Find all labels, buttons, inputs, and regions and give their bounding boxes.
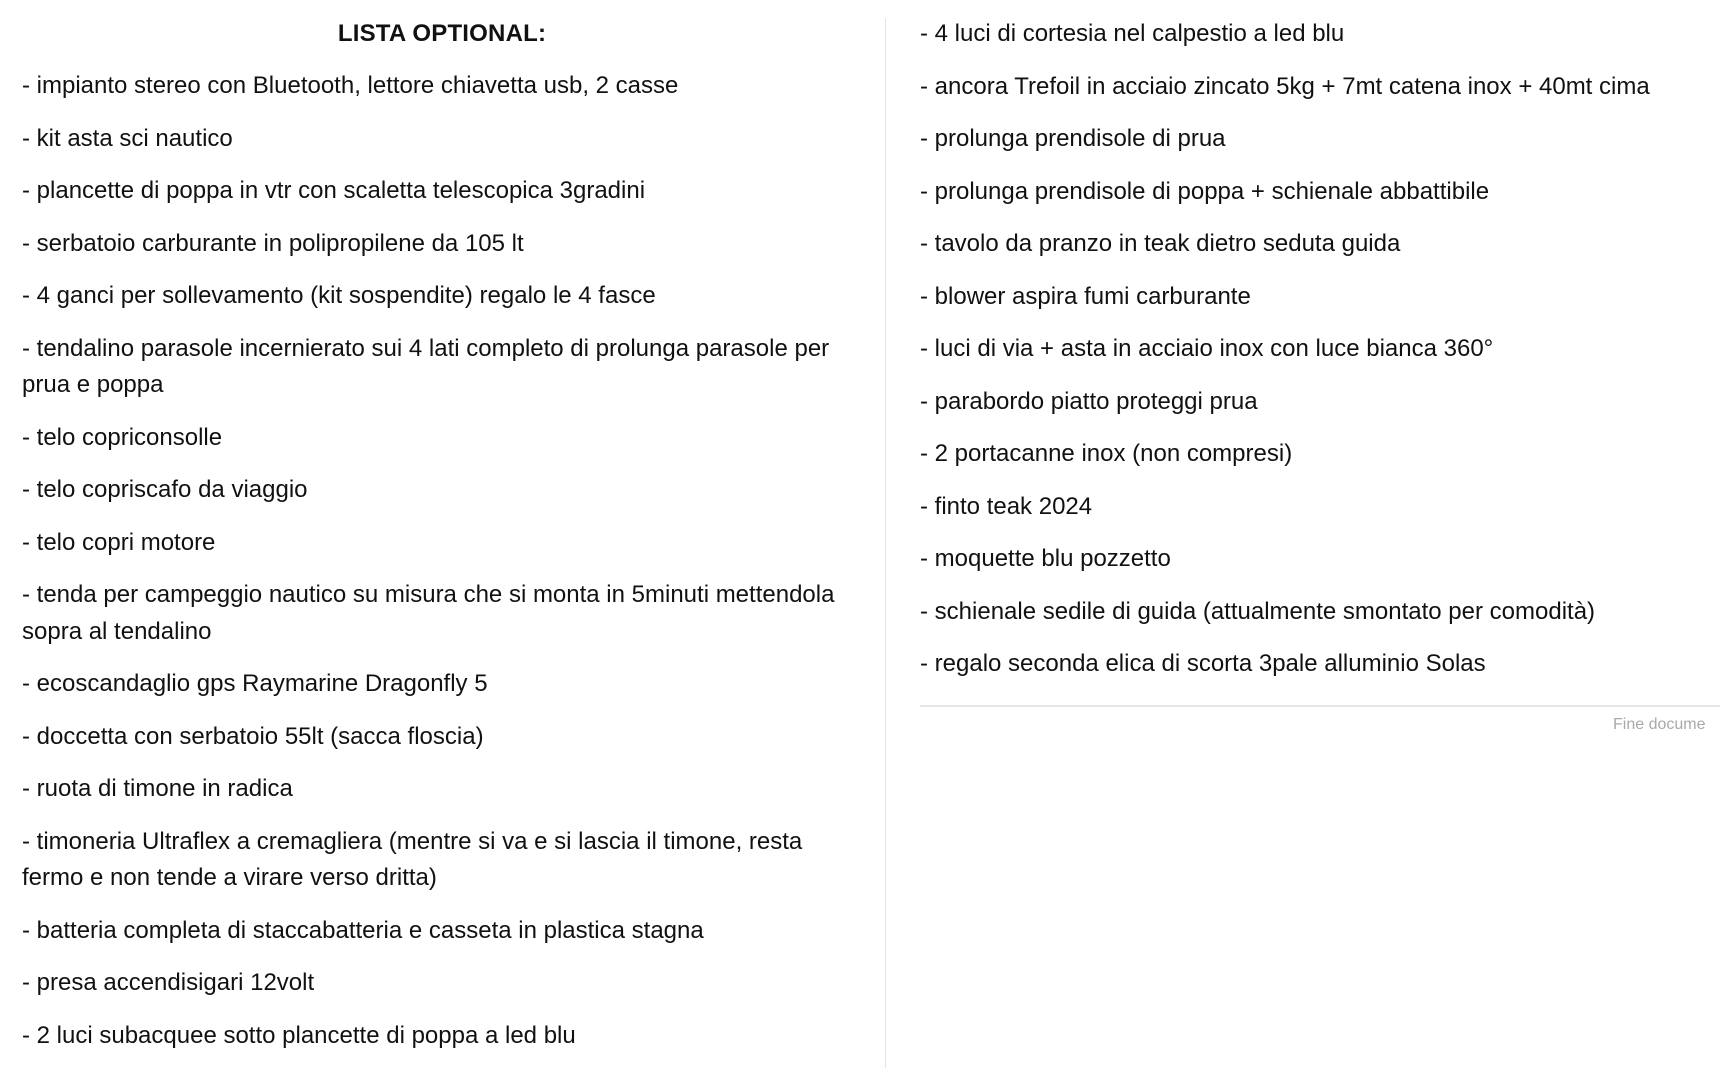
- list-item: - telo copriconsolle: [22, 423, 223, 451]
- list-item: - 2 luci subacquee sotto plancette di poppa a led blu: [22, 1021, 576, 1049]
- list-item: - parabordo piatto proteggi prua: [920, 387, 1258, 415]
- list-item: - presa accendisigari 12volt: [22, 969, 315, 996]
- list-item: - telo copri motore: [22, 528, 216, 556]
- list-item: - ruota di timone in radica: [22, 775, 293, 802]
- list-item: - timoneria Ultraflex a cremagliera (mentre si va e si lascia il timone, resta fermo e non tende a virare verso dritta): [22, 827, 803, 891]
- list-item: - doccetta con serbatoio 55lt (sacca floscia): [22, 722, 484, 750]
- list-item: - plancette di poppa in vtr con scaletta telescopica 3gradini: [22, 177, 646, 204]
- list-item: - 4 luci di cortesia nel calpestio a led blu: [920, 20, 1345, 47]
- left-optional-list: [22, 68, 862, 1054]
- list-item: - luci di via + asta in acciaio inox con luce bianca 360°: [920, 335, 1494, 362]
- document-title: LISTA OPTIONAL:: [337, 20, 547, 47]
- list-item: - blower aspira fumi carburante: [920, 282, 1251, 310]
- list-item: - ancora Trefoil in acciaio zincato 5kg + 7mt catena inox + 40mt cima: [920, 72, 1650, 100]
- end-of-document-note: Fine docume: [1613, 716, 1706, 733]
- list-item: - schienale sedile di guida (attualmente smontato per comodità): [920, 597, 1596, 625]
- list-item: - regalo seconda elica di scorta 3pale alluminio Solas: [920, 650, 1486, 677]
- list-item: - ecoscandaglio gps Raymarine Dragonfly 5: [22, 670, 488, 697]
- list-item: - tavolo da pranzo in teak dietro seduta guida: [920, 230, 1401, 257]
- list-item: - telo copriscafo da viaggio: [22, 476, 308, 503]
- left-column: [22, 16, 862, 1070]
- end-of-document-rule: [920, 705, 1720, 707]
- list-item: - 4 ganci per sollevamento (kit sospendite) regalo le 4 fasce: [22, 282, 656, 309]
- list-item: - prolunga prendisole di poppa + schienale abbattibile: [920, 177, 1490, 205]
- list-item: - batteria completa di staccabatteria e casseta in plastica stagna: [22, 916, 704, 944]
- list-item: - tenda per campeggio nautico su misura che si monta in 5minuti mettendola sopra al tendalino: [22, 581, 835, 645]
- list-item: - serbatoio carburante in polipropilene da 105 lt: [22, 229, 524, 257]
- list-item: - kit asta sci nautico: [22, 124, 233, 152]
- list-item: - impianto stereo con Bluetooth, lettore chiavetta usb, 2 casse: [22, 72, 679, 99]
- column-divider: [885, 18, 886, 1068]
- right-optional-list: [920, 16, 1720, 683]
- list-item: - tendalino parasole incernierato sui 4 lati completo di prolunga parasole per prua e poppa: [22, 334, 830, 398]
- list-item: - prolunga prendisole di prua: [920, 125, 1226, 152]
- list-item: - moquette blu pozzetto: [920, 545, 1171, 572]
- list-item: - finto teak 2024: [920, 492, 1093, 520]
- list-item: - 2 portacanne inox (non compresi): [920, 440, 1293, 467]
- right-column: [920, 16, 1720, 707]
